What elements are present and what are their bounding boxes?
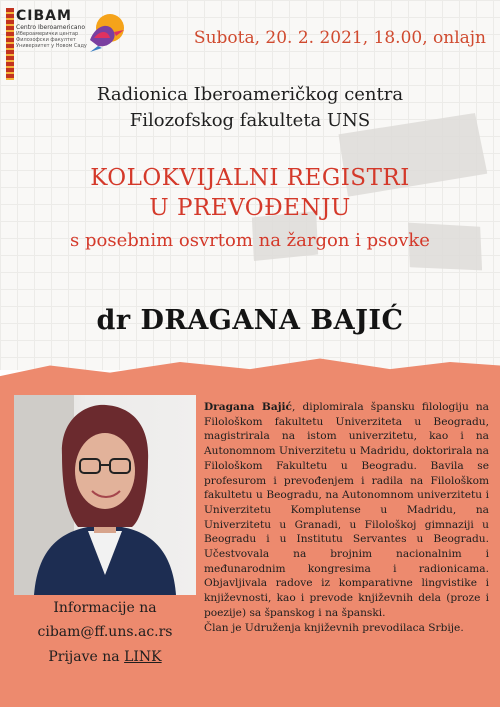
bio-membership: Član je Udruženja književnih prevodilaca Srbije. xyxy=(204,621,464,634)
organizer-line: Filozofskog fakulteta UNS xyxy=(129,110,371,131)
info-label: Informacije na xyxy=(53,600,157,616)
event-title xyxy=(0,163,500,223)
logo-line: Филозофски факултет xyxy=(16,37,76,43)
logo-line: Универзитет у Новом Саду xyxy=(16,43,87,49)
speaker-portrait-icon xyxy=(14,395,196,595)
bio-text: , diplomirala špansku filologiju na Filološkom fakultetu Univerziteta u Beogradu, magistrirala na istom univerzitetu, kao i na Autonomnom Univerzitetu u Madridu, doktorirala na Filološkom Fakultetu u Beogradu. Bavila se profesurom i prevođenjem i radila na Filološkom fakultetu u Beogradu, na Autonomnom univerzitetu i Univerzitetu Komplutense u Madridu, na Univerzitetu u Granadi, u Filološkoj gimnaziji u Beogradu i u Institutu Servantes u Beogradu. Učestvovala na brojnim nacionalnim i međunarodnim kongresima i radionicama. Objavljivala radove iz komparativne lingvistike i književnosti, kao i prevode književnih dela (proze i poezije) sa španskog i na španski. xyxy=(204,401,489,619)
organizer-line: Radionica Iberoameričkog centra xyxy=(96,84,404,105)
logo-subtitle: Centro Iberoamericano xyxy=(16,24,86,31)
ornament-strip xyxy=(6,8,14,80)
logo-name: CIBAM xyxy=(16,8,72,24)
speaker-name: dr DRAGANA BAJIĆ xyxy=(96,305,404,336)
contact-email[interactable]: cibam@ff.uns.ac.rs xyxy=(37,624,173,640)
title-line: U PREVOĐENJU xyxy=(149,195,351,221)
title-line: KOLOKVIJALNI REGISTRI xyxy=(90,165,410,191)
cibam-logo xyxy=(16,8,87,49)
registration-link[interactable]: LINK xyxy=(124,649,162,665)
event-date: Subota, 20. 2. 2021, 18.00, onlajn xyxy=(193,28,486,48)
logo-line: Ибероамерички центар xyxy=(16,31,79,37)
bird-logo-icon xyxy=(84,10,128,54)
registration-line xyxy=(14,649,196,665)
event-subtitle: s posebnim osvrtom na žargon i psovke xyxy=(70,230,430,251)
bio-name: Dragana Bajić xyxy=(204,401,293,413)
organizer xyxy=(0,82,500,134)
speaker-photo xyxy=(14,395,196,595)
speaker-bio xyxy=(204,400,489,635)
registration-prefix: Prijave na xyxy=(48,649,120,665)
